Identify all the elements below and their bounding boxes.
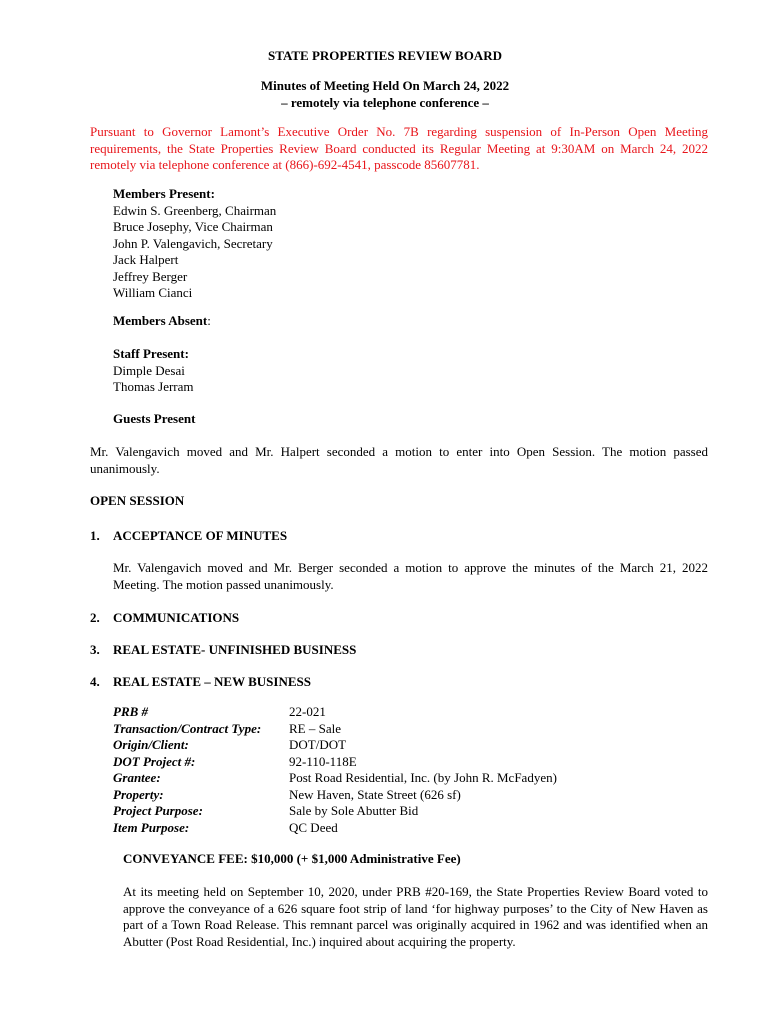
- open-session-motion: Mr. Valengavich moved and Mr. Halpert seconded a motion to enter into Open Session. The motion passed unanimously.: [90, 444, 708, 476]
- section-title: REAL ESTATE- UNFINISHED BUSINESS: [113, 642, 357, 657]
- staff-name: Dimple Desai: [113, 362, 185, 378]
- board-name: STATE PROPERTIES REVIEW BOARD: [268, 48, 502, 63]
- prb-value: Post Road Residential, Inc. (by John R. McFadyen): [289, 770, 557, 785]
- prb-value: New Haven, State Street (626 sf): [289, 786, 461, 802]
- section-heading-4: [90, 674, 311, 691]
- member-name: Bruce Josephy, Vice Chairman: [113, 219, 273, 234]
- meeting-mode: – remotely via telephone conference –: [281, 95, 489, 110]
- member-name: Jeffrey Berger: [113, 268, 188, 284]
- members-absent-label: Members Absent: [113, 313, 208, 328]
- prb-row: [113, 770, 708, 787]
- prb-value: RE – Sale: [289, 720, 341, 736]
- guests-present-block: [113, 411, 708, 428]
- members-present-block: [113, 186, 708, 302]
- prb-label: Transaction/Contract Type:: [113, 720, 262, 736]
- prb-label: Project Purpose:: [113, 803, 203, 818]
- member-name: Jack Halpert: [113, 252, 179, 267]
- prb-row: [113, 820, 708, 837]
- open-session-heading: OPEN SESSION: [90, 493, 185, 508]
- section-number: 2.: [90, 610, 100, 625]
- prb-value: QC Deed: [289, 819, 338, 835]
- staff-present-block: [113, 346, 708, 396]
- section-heading-3: [90, 642, 356, 659]
- guests-present-label: Guests Present: [113, 411, 196, 426]
- members-absent-block: [113, 313, 708, 330]
- section-heading-2: [90, 610, 239, 627]
- prb-row: [113, 803, 708, 820]
- prb-value: DOT/DOT: [289, 737, 347, 752]
- section-title: COMMUNICATIONS: [113, 610, 240, 625]
- prb-label: Property:: [113, 786, 164, 802]
- staff-present-label: Staff Present:: [113, 346, 189, 361]
- prb-label: Item Purpose:: [113, 819, 190, 835]
- member-name: William Cianci: [113, 285, 193, 300]
- section-number: 1.: [90, 528, 100, 543]
- member-name: John P. Valengavich, Secretary: [113, 235, 273, 251]
- section-title: REAL ESTATE – NEW BUSINESS: [113, 674, 311, 689]
- prb-details-table: [113, 704, 708, 836]
- staff-name: Thomas Jerram: [113, 379, 194, 394]
- conveyance-fee-heading: CONVEYANCE FEE: $10,000 (+ $1,000 Administrative Fee): [123, 851, 461, 866]
- prb-value: 92-110-118E: [289, 753, 357, 769]
- section-body-1: Mr. Valengavich moved and Mr. Berger seconded a motion to approve the minutes of the March 21, 2022 Meeting. The motion passed unanimously.: [113, 560, 708, 592]
- prb-label: Grantee:: [113, 770, 161, 785]
- executive-order-notice: Pursuant to Governor Lamont’s Executive Order No. 7B regarding suspension of In-Person Open Meeting requirements, the State Properties Review Board conducted its Regular Meeting at 9:30AM on March 24, 2022 remotely via telephone conference at (866)-692-4541, passcode 85607781.: [90, 124, 708, 172]
- prb-label: DOT Project #:: [113, 753, 196, 769]
- prb-row: [113, 754, 708, 771]
- minutes-title: Minutes of Meeting Held On March 24, 2022: [260, 78, 510, 93]
- member-name: Edwin S. Greenberg, Chairman: [113, 202, 277, 218]
- members-absent-colon: :: [207, 313, 211, 328]
- section-number: 4.: [90, 674, 100, 689]
- prb-value: Sale by Sole Abutter Bid: [289, 803, 419, 818]
- prb-value: 22-021: [289, 704, 326, 719]
- prb-row: [113, 721, 708, 738]
- prb-row: [113, 737, 708, 754]
- section-title: ACCEPTANCE OF MINUTES: [113, 528, 288, 543]
- prb-label: PRB #: [113, 704, 149, 719]
- section-heading-1: [90, 528, 287, 545]
- prb-label: Origin/Client:: [113, 737, 189, 752]
- section-number: 3.: [90, 642, 100, 657]
- conveyance-paragraph: At its meeting held on September 10, 2020, under PRB #20-169, the State Properties Review Board voted to approve the conveyance of a 626 square foot strip of land ‘for highway purposes’ to the City of New Haven as part of a Town Road Release. This remnant parcel was originally acquired in 1962 and was identified when an Abutter (Post Road Residential, Inc.) inquired about acquiring the property.: [123, 884, 708, 949]
- prb-row: [113, 787, 708, 804]
- prb-row: [113, 704, 708, 721]
- members-present-label: Members Present:: [113, 186, 215, 201]
